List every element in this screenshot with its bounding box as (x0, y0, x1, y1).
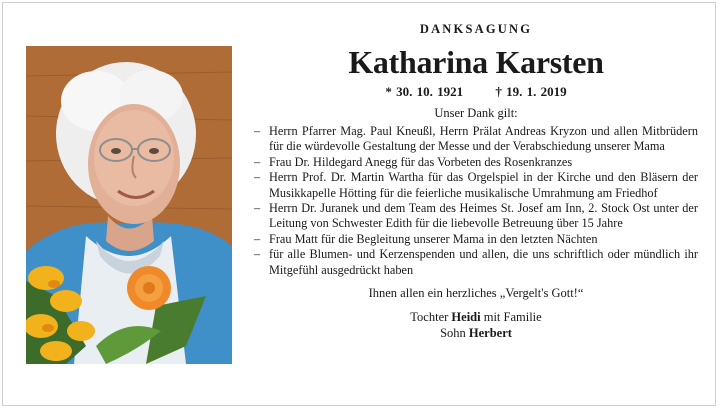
life-dates (254, 84, 698, 100)
thanks-intro: Unser Dank gilt: (434, 106, 518, 120)
list-item: – für alle Blumen- und Kerzenspenden und allen, die uns schriftlich oder mündlich ihr Mitgefühl ausgedrückt haben (254, 247, 698, 277)
notice-heading: DANKSAGUNG (419, 22, 533, 36)
deceased-name: Katharina Karsten (348, 44, 604, 80)
notice-content (254, 18, 698, 341)
list-item: – Herrn Pfarrer Mag. Paul Kneußl, Herrn Prälat Andreas Kryzon und allen Mitbrüdern für die würdevolle Gestaltung der Messe und der Verabschiedung unserer Mama (254, 124, 698, 154)
portrait-photo (26, 46, 232, 364)
signers (254, 309, 698, 341)
list-item: – Herrn Dr. Juranek und dem Team des Heimes St. Josef am Inn, 2. Stock Ost unter der Leitung von Schwester Edith für die liebevolle Betreuung über 15 Jahre (254, 201, 698, 231)
signer-daughter: Tochter Heidi mit Familie (410, 310, 542, 325)
list-item: – Frau Matt für die Begleitung unserer Mama in den letzten Nächten (254, 231, 598, 246)
list-item: – Frau Dr. Hildegard Anegg für das Vorbeten des Rosenkranzes (254, 154, 573, 169)
closing-line: Ihnen allen ein herzliches „Vergelt's Gott!“ (368, 286, 584, 301)
birth-date: * 30. 10. 1921 (385, 84, 464, 99)
thanks-list (254, 124, 698, 278)
list-item: – Herrn Prof. Dr. Martin Wartha für das Orgelspiel in der Kirche und den Bläsern der Musikkapelle Hötting für die feierliche musikalische Umrahmung am Friedhof (254, 170, 698, 200)
signer-son: Sohn Herbert (440, 326, 512, 341)
death-date: † 19. 1. 2019 (495, 84, 567, 99)
